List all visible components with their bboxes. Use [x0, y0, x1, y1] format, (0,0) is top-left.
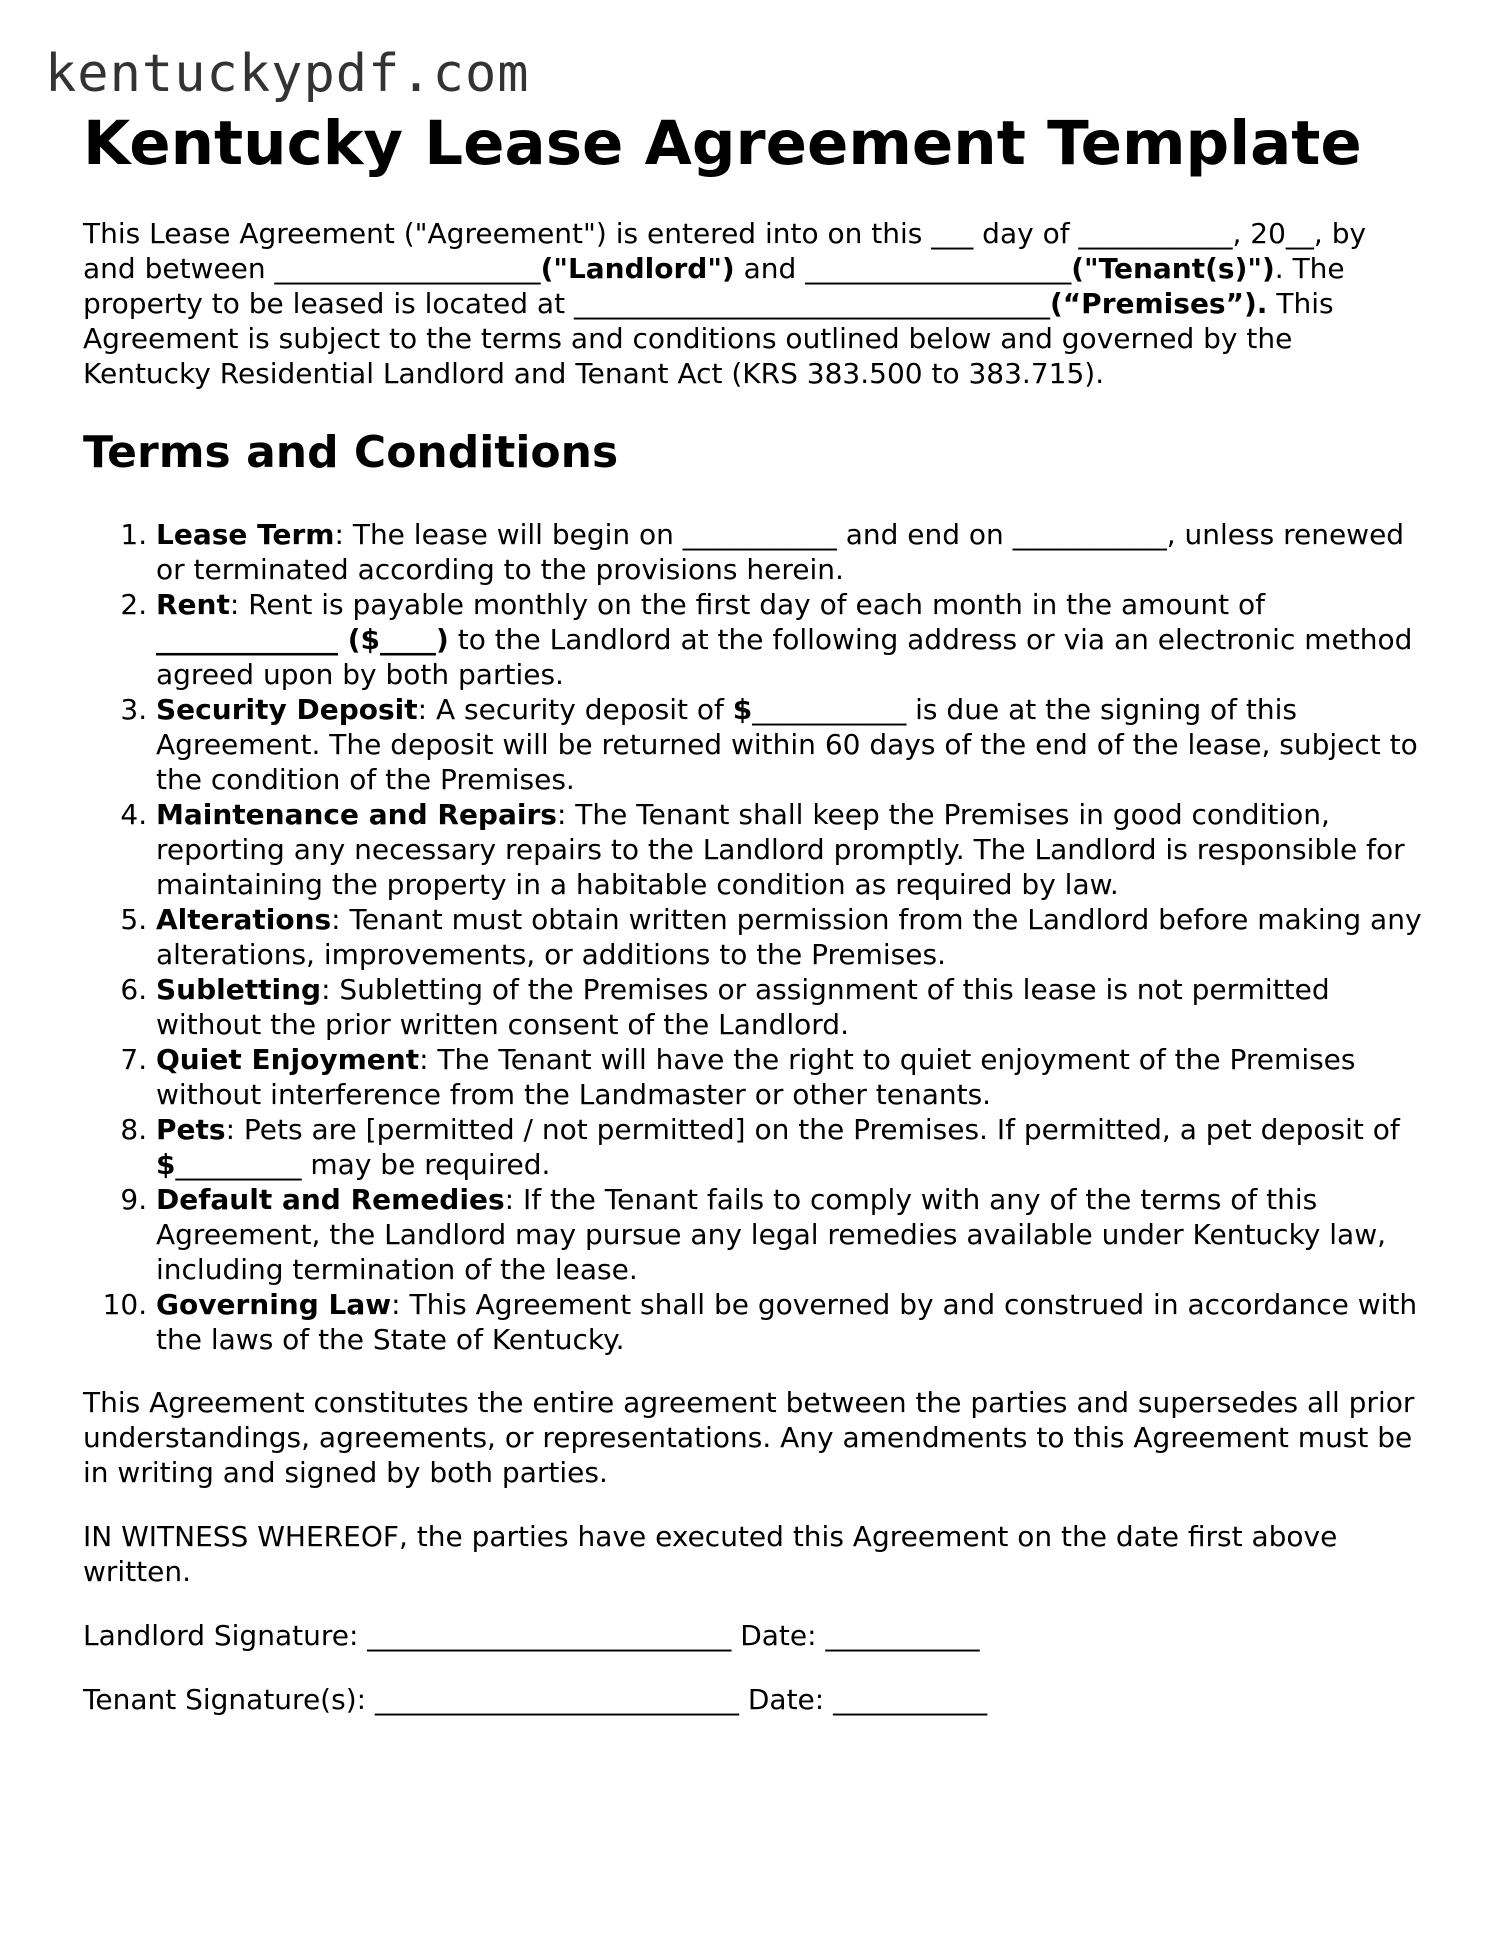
- term-item: [156, 902, 1423, 972]
- term-item: [156, 587, 1423, 692]
- term-label: Lease Term: [156, 518, 335, 551]
- term-item: [156, 692, 1423, 797]
- terms-heading: Terms and Conditions: [83, 427, 619, 478]
- intro-text-3: . The property to be leased is located at __________________________________: [83, 252, 1345, 320]
- term-label: Rent: [156, 588, 230, 621]
- term-text: : A security deposit of: [417, 693, 733, 726]
- intro-text-2: and ___________________: [734, 252, 1072, 285]
- term-item: [156, 1182, 1423, 1287]
- term-item: [156, 1287, 1423, 1357]
- term-label: Maintenance and Repairs: [156, 798, 557, 831]
- tenant-signature-line: Tenant Signature(s): __________________________ Date: ___________: [83, 1683, 988, 1716]
- term-text: : The Tenant will have the right to quiet enjoyment of the Premises without interference from the Landmaster or other tenants.: [156, 1043, 1356, 1111]
- term-text-2: ___________ is due at the signing of this Agreement. The deposit will be returned within 60 days of the end of the lease, subject to the condition of the Premises.: [156, 693, 1418, 796]
- term-label: Default and Remedies: [156, 1183, 505, 1216]
- intro-paragraph: [83, 216, 1423, 391]
- term-bold-blank: $: [156, 1148, 176, 1181]
- term-item: [156, 1042, 1423, 1112]
- page-title: Kentucky Lease Agreement Template: [83, 108, 1362, 179]
- term-text: : Subletting of the Premises or assignment of this lease is not permitted without the prior written consent of the Landlord.: [156, 973, 1330, 1041]
- term-item: [156, 797, 1423, 902]
- watermark: kentuckypdf.com: [45, 44, 530, 104]
- term-label: Subletting: [156, 973, 322, 1006]
- witness-paragraph: IN WITNESS WHEREOF, the parties have executed this Agreement on the date first above written.: [83, 1520, 1338, 1588]
- term-text: : The lease will begin on ___________ and end on ___________, unless renewed or terminated according to the provisions herein.: [156, 518, 1405, 586]
- intro-text-1: This Lease Agreement ("Agreement") is entered into on this ___ day of ___________, 20__, by and between ___________________: [83, 217, 1367, 285]
- term-text-2: to the Landlord at the following address or via an electronic method agreed upon by both parties.: [156, 623, 1413, 691]
- term-text: : The Tenant shall keep the Premises in good condition, reporting any necessary repairs to the Landlord promptly. The Landlord is responsible for maintaining the property in a habitable condition as required by law.: [156, 798, 1405, 901]
- term-text: : Tenant must obtain written permission from the Landlord before making any alterations, improvements, or additions to the Premises.: [156, 903, 1422, 971]
- term-text: : This Agreement shall be governed by and construed in accordance with the laws of the State of Kentucky.: [156, 1288, 1418, 1356]
- term-item: [156, 972, 1423, 1042]
- term-label: Alterations: [156, 903, 332, 936]
- term-bold-blank: $: [732, 693, 753, 726]
- term-text-2: _________ may be required.: [175, 1148, 551, 1181]
- term-label: Quiet Enjoyment: [156, 1043, 420, 1076]
- term-label: Security Deposit: [156, 693, 418, 726]
- closing-paragraph: This Agreement constitutes the entire agreement between the parties and supersedes all prior understandings, agreements, or representations. Any amendments to this Agreement must be in writing and signed by both parties.: [83, 1386, 1415, 1489]
- term-label: Governing Law: [156, 1288, 392, 1321]
- term-text: : If the Tenant fails to comply with any of the terms of this Agreement, the Landlord may pursue any legal remedies available under Kentucky law, including termination of the lease.: [156, 1183, 1386, 1286]
- term-text: : Rent is payable monthly on the first day of each month in the amount of: [229, 588, 1265, 621]
- terms-list: [83, 517, 1423, 1357]
- term-text: : Pets are [permitted / not permitted] on the Premises. If permitted, a pet deposit of: [225, 1113, 1400, 1146]
- tenant-label: ("Tenant(s)"): [1071, 252, 1275, 285]
- term-label: Pets: [156, 1113, 226, 1146]
- term-item: [156, 517, 1423, 587]
- term-bold-blank: _____________ ($____): [156, 623, 449, 656]
- landlord-signature-line: Landlord Signature: __________________________ Date: ___________: [83, 1619, 980, 1652]
- term-item: [156, 1112, 1423, 1182]
- document-page: [83, 108, 1423, 1717]
- landlord-label: ("Landlord"): [540, 252, 735, 285]
- premises-label: (“Premises”).: [1049, 287, 1268, 320]
- intro-text-4: This Agreement is subject to the terms and conditions outlined below and governed by the Kentucky Residential Landlord and Tenant Act (KRS 383.500 to 383.715).: [83, 287, 1334, 390]
